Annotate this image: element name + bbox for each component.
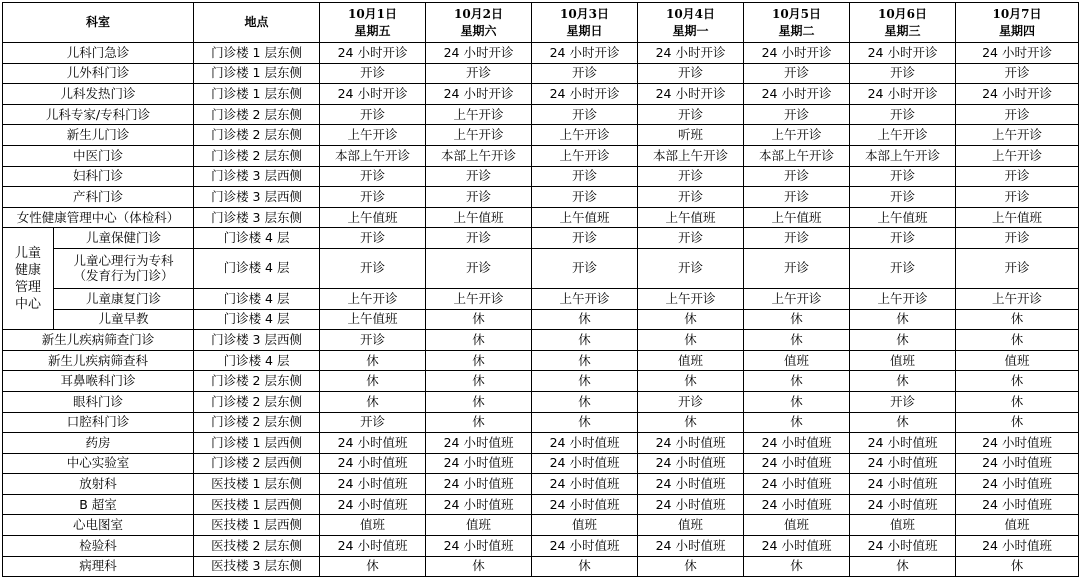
department-cell: 新生儿疾病筛查门诊 xyxy=(3,330,194,351)
status-cell: 24 小时值班 xyxy=(426,433,532,454)
location-cell: 门诊楼 2 层东侧 xyxy=(194,104,320,125)
status-cell: 24 小时值班 xyxy=(744,494,850,515)
status-cell: 开诊 xyxy=(320,104,426,125)
status-cell: 休 xyxy=(956,330,1079,351)
location-cell: 门诊楼 2 层东侧 xyxy=(194,412,320,433)
status-cell: 值班 xyxy=(850,515,956,536)
location-cell: 医技楼 1 层西侧 xyxy=(194,494,320,515)
status-cell: 休 xyxy=(532,391,638,412)
location-cell: 门诊楼 4 层 xyxy=(194,228,320,249)
status-cell: 值班 xyxy=(956,515,1079,536)
table-row xyxy=(3,433,1079,454)
status-cell: 休 xyxy=(638,556,744,577)
status-cell: 24 小时值班 xyxy=(850,536,956,557)
status-cell: 开诊 xyxy=(320,63,426,84)
status-cell: 本部上午开诊 xyxy=(638,145,744,166)
status-cell: 24 小时值班 xyxy=(638,453,744,474)
status-cell: 上午值班 xyxy=(320,207,426,228)
department-cell: 病理科 xyxy=(3,556,194,577)
department-cell: 儿外科门诊 xyxy=(3,63,194,84)
status-cell: 值班 xyxy=(426,515,532,536)
status-cell: 休 xyxy=(850,412,956,433)
status-cell: 开诊 xyxy=(744,104,850,125)
status-cell: 休 xyxy=(532,350,638,371)
status-cell: 休 xyxy=(426,309,532,330)
status-cell: 上午开诊 xyxy=(956,288,1079,309)
status-cell: 上午开诊 xyxy=(638,288,744,309)
department-cell: 女性健康管理中心（体检科） xyxy=(3,207,194,228)
status-cell: 休 xyxy=(744,371,850,392)
status-cell: 24 小时值班 xyxy=(532,433,638,454)
header-date: 10月7日 xyxy=(992,6,1042,21)
status-cell: 24 小时值班 xyxy=(426,474,532,495)
table-row xyxy=(3,228,1079,249)
status-cell: 24 小时值班 xyxy=(850,494,956,515)
location-cell: 门诊楼 4 层 xyxy=(194,309,320,330)
status-cell: 开诊 xyxy=(744,63,850,84)
status-cell: 休 xyxy=(850,330,956,351)
header-department: 科室 xyxy=(3,3,194,43)
department-cell: 儿童早教 xyxy=(54,309,194,330)
status-cell: 休 xyxy=(426,371,532,392)
table-row xyxy=(3,474,1079,495)
status-cell: 休 xyxy=(320,350,426,371)
status-cell: 24 小时值班 xyxy=(744,453,850,474)
status-cell: 上午开诊 xyxy=(850,288,956,309)
department-cell: 儿科发热门诊 xyxy=(3,84,194,105)
department-cell: 妇科门诊 xyxy=(3,166,194,187)
status-cell: 24 小时开诊 xyxy=(956,84,1079,105)
header-day-6 xyxy=(850,3,956,43)
status-cell: 开诊 xyxy=(850,228,956,249)
status-cell: 24 小时开诊 xyxy=(850,43,956,64)
header-weekday: 星期二 xyxy=(778,23,815,38)
status-cell: 上午值班 xyxy=(320,309,426,330)
status-cell: 值班 xyxy=(744,515,850,536)
status-cell: 24 小时开诊 xyxy=(744,43,850,64)
status-cell: 开诊 xyxy=(744,228,850,249)
department-cell: 新生儿疾病筛查科 xyxy=(3,350,194,371)
status-cell: 休 xyxy=(744,391,850,412)
status-cell: 24 小时值班 xyxy=(532,474,638,495)
status-cell: 值班 xyxy=(532,515,638,536)
status-cell: 休 xyxy=(532,330,638,351)
status-cell: 24 小时开诊 xyxy=(320,84,426,105)
header-date: 10月6日 xyxy=(877,6,928,21)
status-cell: 24 小时值班 xyxy=(532,494,638,515)
status-cell: 24 小时值班 xyxy=(638,536,744,557)
location-cell: 门诊楼 4 层 xyxy=(194,350,320,371)
status-cell: 开诊 xyxy=(956,248,1079,288)
table-row xyxy=(3,187,1079,208)
header-date: 10月3日 xyxy=(559,6,610,21)
status-cell: 24 小时值班 xyxy=(956,453,1079,474)
status-cell: 24 小时值班 xyxy=(850,433,956,454)
status-cell: 24 小时值班 xyxy=(532,536,638,557)
status-cell: 休 xyxy=(532,309,638,330)
status-cell: 值班 xyxy=(744,350,850,371)
status-cell: 开诊 xyxy=(320,228,426,249)
location-cell: 医技楼 1 层东侧 xyxy=(194,474,320,495)
status-cell: 值班 xyxy=(638,515,744,536)
status-cell: 休 xyxy=(850,309,956,330)
table-row xyxy=(3,309,1079,330)
schedule-sheet xyxy=(2,2,1079,577)
status-cell: 值班 xyxy=(956,350,1079,371)
status-cell: 休 xyxy=(744,556,850,577)
location-cell: 门诊楼 1 层东侧 xyxy=(194,63,320,84)
status-cell: 24 小时开诊 xyxy=(532,84,638,105)
status-cell: 24 小时值班 xyxy=(320,433,426,454)
status-cell: 本部上午开诊 xyxy=(426,145,532,166)
status-cell: 上午开诊 xyxy=(320,125,426,146)
status-cell: 24 小时开诊 xyxy=(744,84,850,105)
status-cell: 开诊 xyxy=(850,63,956,84)
table-row xyxy=(3,84,1079,105)
department-cell: 检验科 xyxy=(3,536,194,557)
table-row xyxy=(3,391,1079,412)
status-cell: 休 xyxy=(956,371,1079,392)
status-cell: 上午开诊 xyxy=(850,125,956,146)
status-cell: 24 小时值班 xyxy=(850,474,956,495)
status-cell: 休 xyxy=(638,412,744,433)
table-row xyxy=(3,207,1079,228)
status-cell: 开诊 xyxy=(956,187,1079,208)
location-cell: 医技楼 3 层东侧 xyxy=(194,556,320,577)
status-cell: 24 小时值班 xyxy=(320,453,426,474)
status-cell: 开诊 xyxy=(532,228,638,249)
status-cell: 24 小时开诊 xyxy=(956,43,1079,64)
status-cell: 24 小时值班 xyxy=(850,453,956,474)
status-cell: 开诊 xyxy=(956,228,1079,249)
header-weekday: 星期一 xyxy=(672,23,709,38)
status-cell: 开诊 xyxy=(638,166,744,187)
status-cell: 24 小时值班 xyxy=(744,474,850,495)
status-cell: 24 小时开诊 xyxy=(638,43,744,64)
header-day-4 xyxy=(638,3,744,43)
status-cell: 24 小时值班 xyxy=(532,453,638,474)
status-cell: 休 xyxy=(638,330,744,351)
status-cell: 开诊 xyxy=(956,166,1079,187)
status-cell: 24 小时开诊 xyxy=(320,43,426,64)
status-cell: 上午值班 xyxy=(744,207,850,228)
status-cell: 开诊 xyxy=(320,248,426,288)
location-cell: 医技楼 1 层西侧 xyxy=(194,515,320,536)
status-cell: 开诊 xyxy=(532,63,638,84)
department-cell: 中医门诊 xyxy=(3,145,194,166)
status-cell: 上午开诊 xyxy=(744,288,850,309)
status-cell: 开诊 xyxy=(426,228,532,249)
department-cell: 耳鼻喉科门诊 xyxy=(3,371,194,392)
status-cell: 休 xyxy=(956,412,1079,433)
status-cell: 上午值班 xyxy=(532,207,638,228)
status-cell: 开诊 xyxy=(532,248,638,288)
status-cell: 开诊 xyxy=(956,63,1079,84)
location-cell: 门诊楼 4 层 xyxy=(194,288,320,309)
department-cell: 眼科门诊 xyxy=(3,391,194,412)
department-cell: 心电图室 xyxy=(3,515,194,536)
location-cell: 门诊楼 2 层西侧 xyxy=(194,453,320,474)
status-cell: 休 xyxy=(320,371,426,392)
status-cell: 开诊 xyxy=(320,330,426,351)
status-cell: 本部上午开诊 xyxy=(744,145,850,166)
status-cell: 休 xyxy=(426,330,532,351)
status-cell: 开诊 xyxy=(638,63,744,84)
table-row xyxy=(3,330,1079,351)
header-weekday: 星期六 xyxy=(460,23,497,38)
status-cell: 24 小时值班 xyxy=(638,494,744,515)
status-cell: 24 小时值班 xyxy=(426,453,532,474)
table-row xyxy=(3,43,1079,64)
department-cell: 儿童康复门诊 xyxy=(54,288,194,309)
department-cell: 药房 xyxy=(3,433,194,454)
status-cell: 24 小时值班 xyxy=(956,433,1079,454)
status-cell: 休 xyxy=(744,330,850,351)
location-cell: 门诊楼 2 层东侧 xyxy=(194,371,320,392)
status-cell: 24 小时开诊 xyxy=(532,43,638,64)
status-cell: 本部上午开诊 xyxy=(850,145,956,166)
department-cell: 放射科 xyxy=(3,474,194,495)
status-cell: 上午值班 xyxy=(850,207,956,228)
department-cell: 儿童心理行为专科（发育行为门诊） xyxy=(54,248,194,288)
location-cell: 门诊楼 1 层东侧 xyxy=(194,43,320,64)
status-cell: 24 小时开诊 xyxy=(426,84,532,105)
status-cell: 24 小时开诊 xyxy=(638,84,744,105)
status-cell: 开诊 xyxy=(426,166,532,187)
holiday-schedule-table xyxy=(2,2,1079,577)
group-label-children-health-center: 儿童健康管理中心 xyxy=(3,228,54,330)
status-cell: 开诊 xyxy=(426,248,532,288)
header-row xyxy=(3,3,1079,43)
location-cell: 门诊楼 2 层东侧 xyxy=(194,145,320,166)
status-cell: 开诊 xyxy=(850,166,956,187)
table-row xyxy=(3,536,1079,557)
status-cell: 上午开诊 xyxy=(532,288,638,309)
status-cell: 开诊 xyxy=(532,166,638,187)
status-cell: 休 xyxy=(532,371,638,392)
location-cell: 门诊楼 3 层西侧 xyxy=(194,187,320,208)
status-cell: 开诊 xyxy=(850,391,956,412)
status-cell: 休 xyxy=(426,350,532,371)
header-weekday: 星期五 xyxy=(354,23,391,38)
status-cell: 开诊 xyxy=(638,391,744,412)
status-cell: 开诊 xyxy=(320,412,426,433)
status-cell: 休 xyxy=(850,371,956,392)
status-cell: 值班 xyxy=(638,350,744,371)
location-cell: 门诊楼 2 层东侧 xyxy=(194,391,320,412)
status-cell: 开诊 xyxy=(744,187,850,208)
location-cell: 门诊楼 1 层东侧 xyxy=(194,84,320,105)
table-row xyxy=(3,412,1079,433)
status-cell: 开诊 xyxy=(532,104,638,125)
status-cell: 休 xyxy=(426,556,532,577)
status-cell: 休 xyxy=(956,391,1079,412)
status-cell: 开诊 xyxy=(850,248,956,288)
status-cell: 24 小时开诊 xyxy=(850,84,956,105)
table-row xyxy=(3,288,1079,309)
table-row xyxy=(3,556,1079,577)
status-cell: 听班 xyxy=(638,125,744,146)
status-cell: 休 xyxy=(426,391,532,412)
department-cell: 儿科门急诊 xyxy=(3,43,194,64)
header-date: 10月2日 xyxy=(453,6,504,21)
department-cell: 儿科专家/专科门诊 xyxy=(3,104,194,125)
department-cell: 新生儿门诊 xyxy=(3,125,194,146)
department-cell: 中心实验室 xyxy=(3,453,194,474)
status-cell: 本部上午开诊 xyxy=(320,145,426,166)
header-weekday: 星期四 xyxy=(999,23,1036,38)
status-cell: 开诊 xyxy=(850,104,956,125)
location-cell: 门诊楼 4 层 xyxy=(194,248,320,288)
status-cell: 休 xyxy=(320,556,426,577)
table-row xyxy=(3,104,1079,125)
status-cell: 24 小时值班 xyxy=(956,474,1079,495)
status-cell: 值班 xyxy=(850,350,956,371)
status-cell: 开诊 xyxy=(426,187,532,208)
header-day-2 xyxy=(426,3,532,43)
status-cell: 开诊 xyxy=(426,63,532,84)
status-cell: 上午开诊 xyxy=(426,104,532,125)
location-cell: 门诊楼 2 层东侧 xyxy=(194,125,320,146)
status-cell: 24 小时值班 xyxy=(956,536,1079,557)
table-row xyxy=(3,350,1079,371)
table-row xyxy=(3,145,1079,166)
header-weekday: 星期三 xyxy=(884,23,921,38)
status-cell: 值班 xyxy=(320,515,426,536)
status-cell: 休 xyxy=(426,412,532,433)
department-cell: B 超室 xyxy=(3,494,194,515)
status-cell: 上午开诊 xyxy=(426,288,532,309)
status-cell: 上午开诊 xyxy=(956,145,1079,166)
status-cell: 开诊 xyxy=(744,166,850,187)
status-cell: 开诊 xyxy=(638,228,744,249)
location-cell: 门诊楼 3 层西侧 xyxy=(194,166,320,187)
status-cell: 24 小时值班 xyxy=(956,494,1079,515)
status-cell: 开诊 xyxy=(532,187,638,208)
location-cell: 门诊楼 3 层西侧 xyxy=(194,330,320,351)
header-day-3 xyxy=(532,3,638,43)
status-cell: 上午开诊 xyxy=(426,125,532,146)
status-cell: 开诊 xyxy=(638,104,744,125)
table-row xyxy=(3,453,1079,474)
location-cell: 门诊楼 3 层东侧 xyxy=(194,207,320,228)
status-cell: 休 xyxy=(956,309,1079,330)
status-cell: 休 xyxy=(320,391,426,412)
status-cell: 休 xyxy=(744,412,850,433)
table-row xyxy=(3,494,1079,515)
header-day-1 xyxy=(320,3,426,43)
status-cell: 24 小时值班 xyxy=(320,474,426,495)
status-cell: 休 xyxy=(638,309,744,330)
table-body xyxy=(3,43,1079,577)
header-date: 10月4日 xyxy=(665,6,716,21)
status-cell: 休 xyxy=(744,309,850,330)
header-date: 10月1日 xyxy=(347,6,398,21)
status-cell: 休 xyxy=(638,371,744,392)
status-cell: 开诊 xyxy=(744,248,850,288)
status-cell: 上午开诊 xyxy=(320,288,426,309)
status-cell: 上午开诊 xyxy=(532,125,638,146)
status-cell: 24 小时值班 xyxy=(426,536,532,557)
table-row xyxy=(3,166,1079,187)
status-cell: 上午开诊 xyxy=(744,125,850,146)
status-cell: 上午开诊 xyxy=(956,125,1079,146)
status-cell: 24 小时开诊 xyxy=(426,43,532,64)
header-date: 10月5日 xyxy=(771,6,822,21)
table-row xyxy=(3,125,1079,146)
department-cell: 口腔科门诊 xyxy=(3,412,194,433)
location-cell: 医技楼 2 层东侧 xyxy=(194,536,320,557)
status-cell: 24 小时值班 xyxy=(320,536,426,557)
status-cell: 24 小时值班 xyxy=(638,433,744,454)
status-cell: 休 xyxy=(532,412,638,433)
status-cell: 休 xyxy=(532,556,638,577)
status-cell: 休 xyxy=(850,556,956,577)
status-cell: 上午值班 xyxy=(426,207,532,228)
header-day-7 xyxy=(956,3,1079,43)
status-cell: 开诊 xyxy=(850,187,956,208)
status-cell: 24 小时值班 xyxy=(744,433,850,454)
table-row xyxy=(3,63,1079,84)
status-cell: 休 xyxy=(956,556,1079,577)
location-cell: 门诊楼 1 层西侧 xyxy=(194,433,320,454)
status-cell: 上午值班 xyxy=(956,207,1079,228)
table-row xyxy=(3,248,1079,288)
status-cell: 24 小时值班 xyxy=(744,536,850,557)
status-cell: 开诊 xyxy=(320,187,426,208)
department-cell: 儿童保健门诊 xyxy=(54,228,194,249)
table-row xyxy=(3,371,1079,392)
status-cell: 开诊 xyxy=(638,187,744,208)
status-cell: 上午值班 xyxy=(638,207,744,228)
status-cell: 24 小时值班 xyxy=(638,474,744,495)
department-cell: 产科门诊 xyxy=(3,187,194,208)
status-cell: 24 小时值班 xyxy=(426,494,532,515)
status-cell: 开诊 xyxy=(956,104,1079,125)
status-cell: 24 小时值班 xyxy=(320,494,426,515)
header-location: 地点 xyxy=(194,3,320,43)
header-day-5 xyxy=(744,3,850,43)
status-cell: 上午开诊 xyxy=(532,145,638,166)
table-row xyxy=(3,515,1079,536)
header-weekday: 星期日 xyxy=(566,23,603,38)
status-cell: 开诊 xyxy=(638,248,744,288)
status-cell: 开诊 xyxy=(320,166,426,187)
